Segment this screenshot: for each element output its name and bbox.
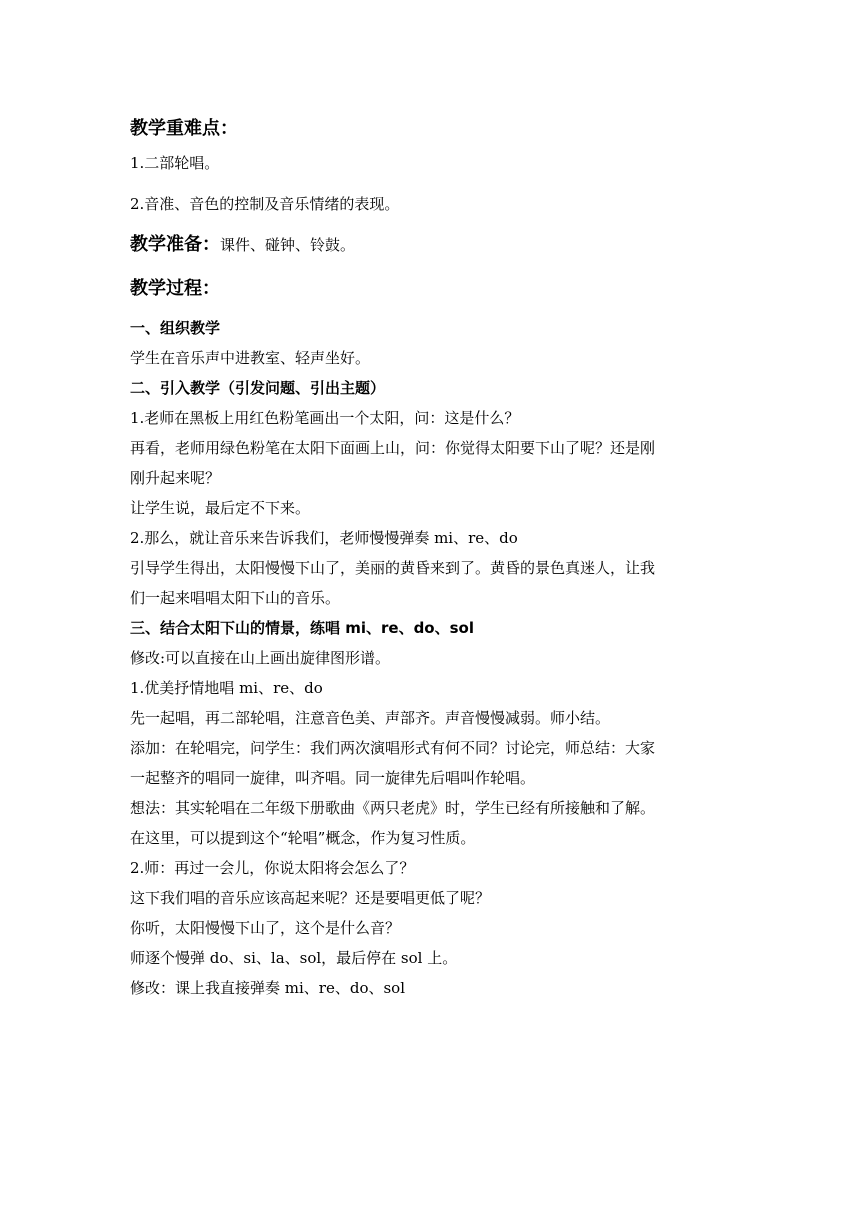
preparation-text: 课件、碰钟、铃鼓。	[220, 236, 356, 254]
section-2-title: 二、引入教学（引发问题、引出主题）	[130, 379, 386, 397]
section-3-line: 修改：课上我直接弹奏 mi、re、do、sol	[130, 979, 405, 997]
section-1-title: 一、组织教学	[130, 319, 221, 337]
heading-teaching-difficulties: 教学重难点：	[130, 118, 238, 139]
section-2-line: 再看，老师用绿色粉笔在太阳下面画上山，问：你觉得太阳要下山了呢？还是刚	[130, 439, 656, 457]
section-3-line: 这下我们唱的音乐应该高起来呢？还是要唱更低了呢？	[130, 889, 491, 907]
document-page	[130, 114, 740, 1003]
section-3-title: 三、结合太阳下山的情景，练唱 mi、re、do、sol	[130, 619, 474, 637]
section-3-line: 2.师：再过一会儿，你说太阳将会怎么了？	[130, 859, 415, 877]
section-1-line: 学生在音乐声中进教室、轻声坐好。	[130, 349, 371, 367]
section-3-line: 在这里，可以提到这个“轮唱”概念，作为复习性质。	[130, 829, 476, 847]
section-2-line: 让学生说，最后定不下来。	[130, 499, 311, 517]
section-3-line: 先一起唱，再二部轮唱，注意音色美、声部齐。声音慢慢减弱。师小结。	[130, 709, 611, 727]
difficulty-item-2: 2.音准、音色的控制及音乐情绪的表现。	[130, 195, 400, 213]
section-2-line: 们一起来唱唱太阳下山的音乐。	[130, 589, 341, 607]
heading-teaching-preparation-row	[130, 230, 740, 260]
heading-teaching-preparation: 教学准备：	[130, 234, 220, 255]
section-3-line: 1.优美抒情地唱 mi、re、do	[130, 679, 323, 697]
section-2-line: 引导学生得出，太阳慢慢下山了，美丽的黄昏来到了。黄昏的景色真迷人，让我	[130, 559, 656, 577]
section-2-line: 1.老师在黑板上用红色粉笔画出一个太阳，问：这是什么？	[130, 409, 520, 427]
section-3-line: 添加：在轮唱完，问学生：我们两次演唱形式有何不同？讨论完，师总结：大家	[130, 739, 656, 757]
section-3-line: 修改:可以直接在山上画出旋律图形谱。	[130, 649, 391, 667]
section-3-line: 你听，太阳慢慢下山了，这个是什么音？	[130, 919, 401, 937]
section-3-line: 师逐个慢弹 do、si、la、sol，最后停在 sol 上。	[130, 949, 458, 967]
section-2-line: 刚升起来呢？	[130, 469, 221, 487]
section-2-line: 2.那么，就让音乐来告诉我们，老师慢慢弹奏 mi、re、do	[130, 529, 518, 547]
heading-teaching-process: 教学过程：	[130, 278, 220, 299]
section-3-line: 想法：其实轮唱在二年级下册歌曲《两只老虎》时，学生已经有所接触和了解。	[130, 799, 656, 817]
difficulty-item-1: 1.二部轮唱。	[130, 154, 220, 172]
section-3-line: 一起整齐的唱同一旋律，叫齐唱。同一旋律先后唱叫作轮唱。	[130, 769, 536, 787]
